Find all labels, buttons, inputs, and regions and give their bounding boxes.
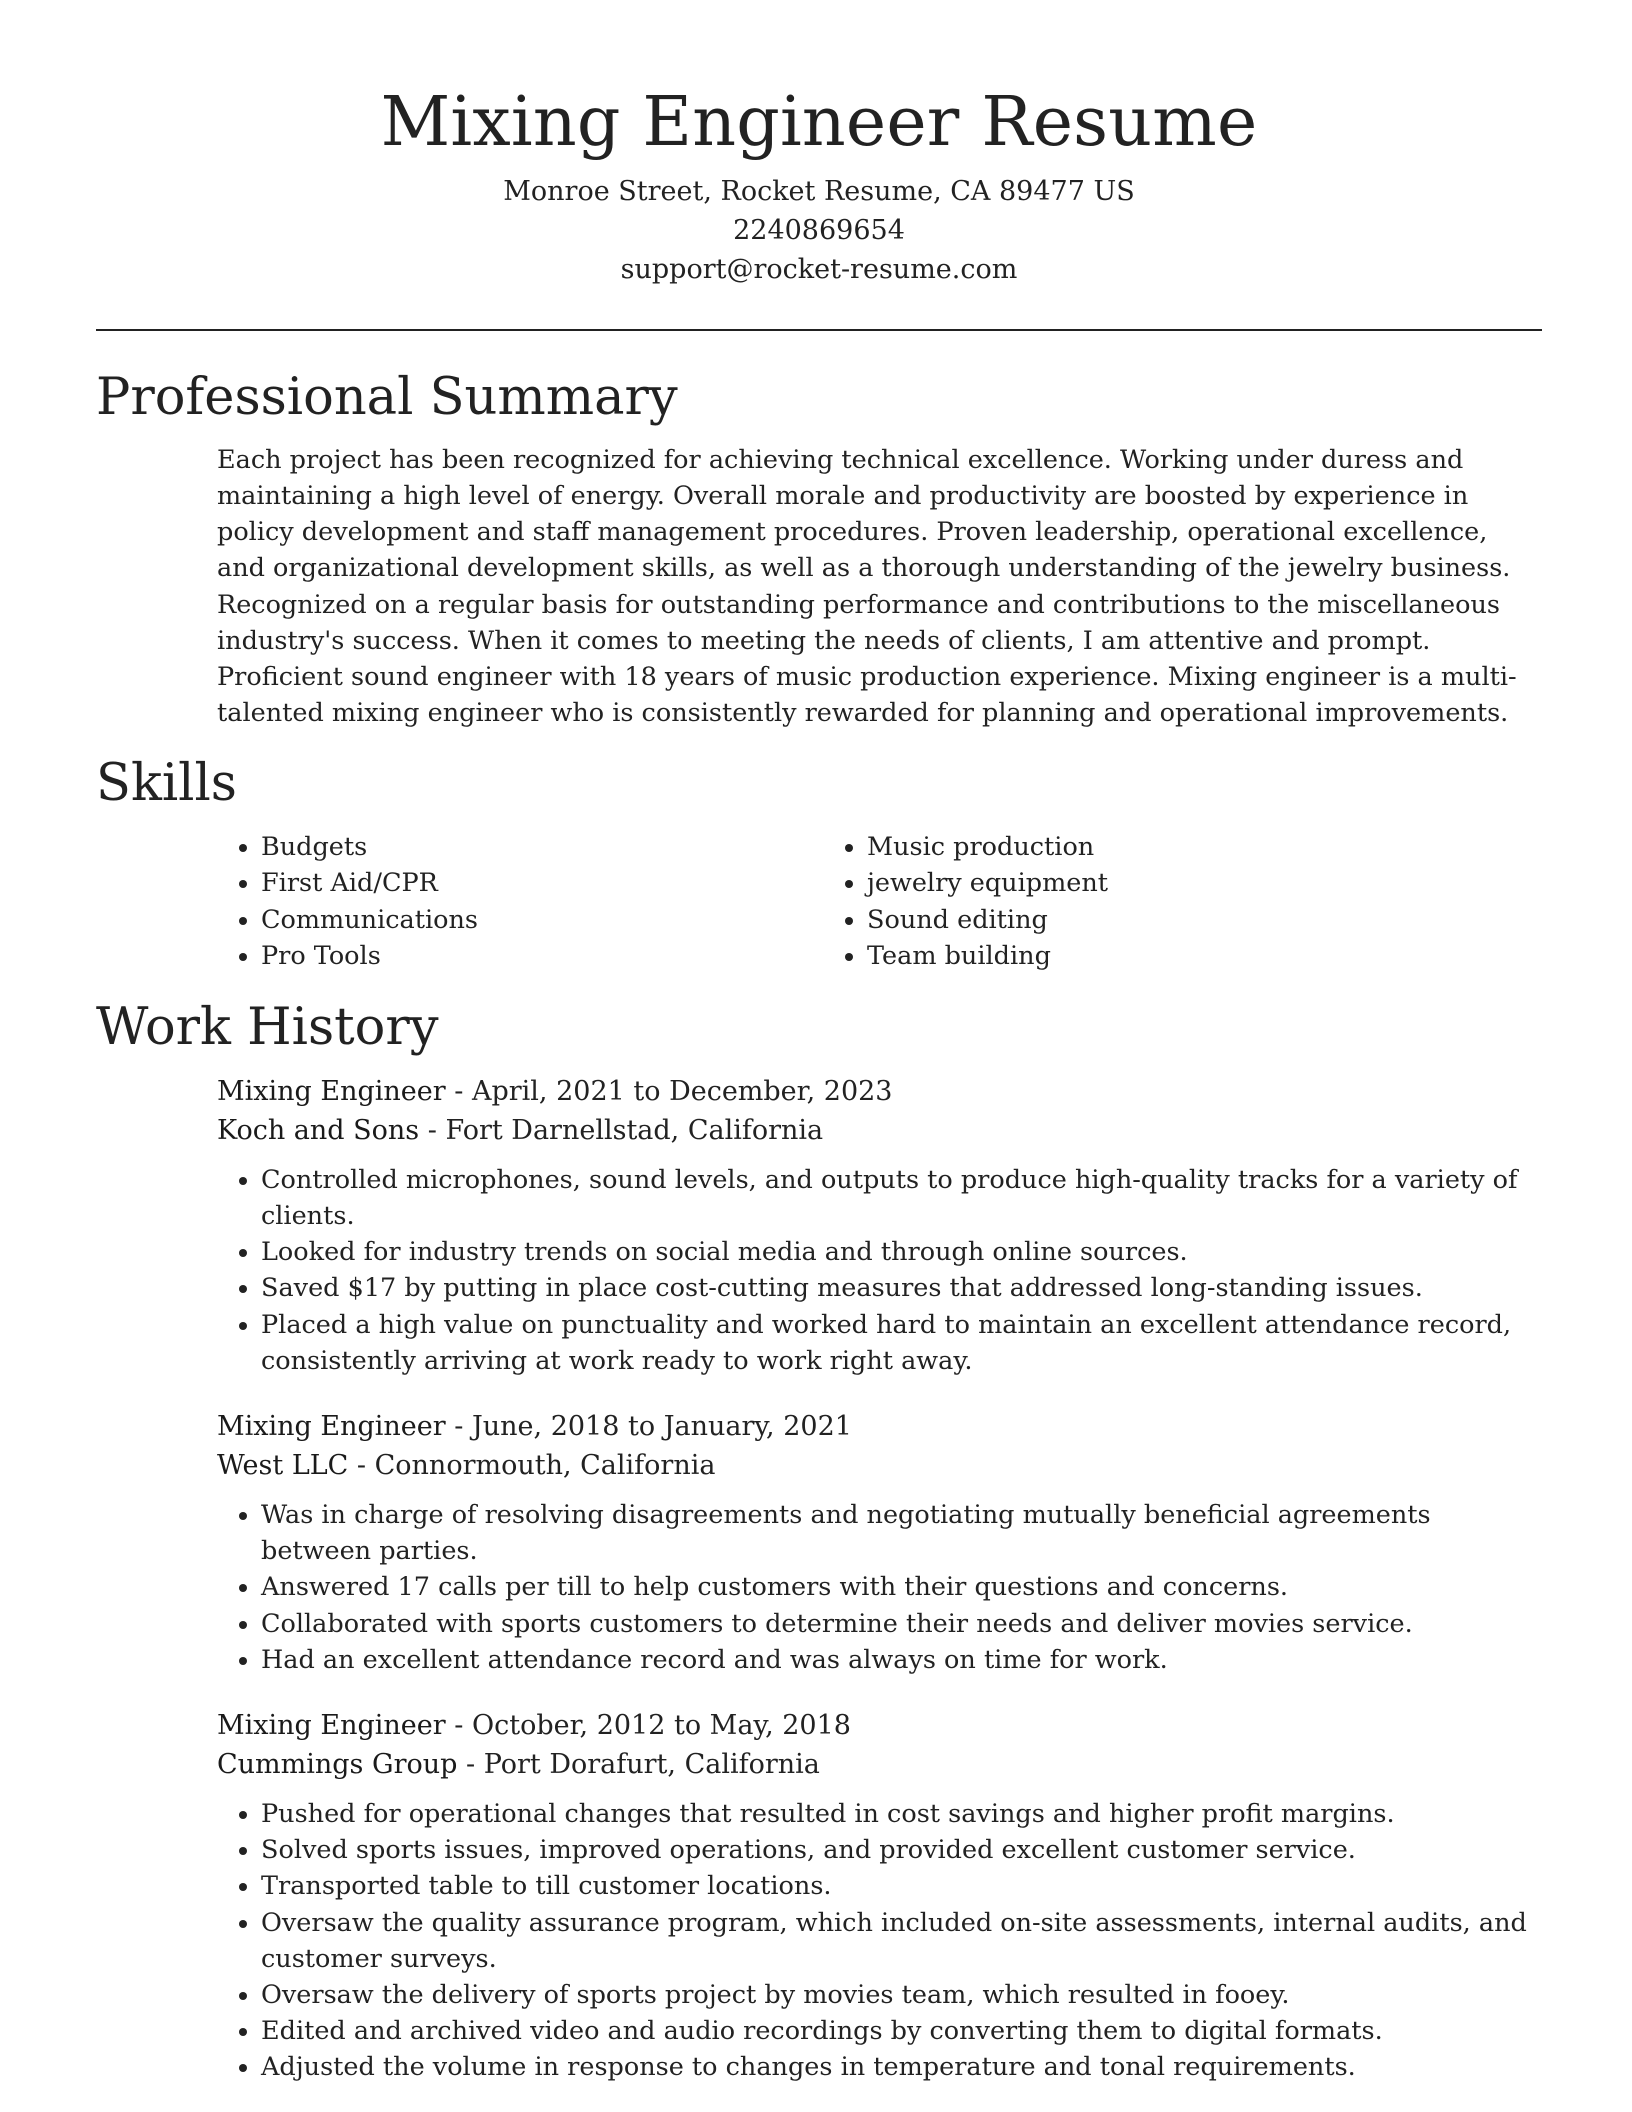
job-responsibilities	[217, 1162, 1542, 1379]
skill-item: • Team building	[867, 938, 1429, 975]
skills-heading: Skills	[96, 754, 237, 814]
skills-list	[217, 829, 1542, 975]
job-title: Mixing Engineer	[217, 1075, 446, 1107]
job-bullet: • Edited and archived video and audio recordings by converting them to digital formats.	[261, 2013, 1542, 2049]
contact-email: support@rocket-resume.com	[620, 253, 1018, 285]
job-bullet: • Transported table to till customer locations.	[261, 1868, 1542, 1904]
job-company: West LLC	[217, 1450, 349, 1481]
skill-item: • jewelry equipment	[867, 865, 1429, 902]
job-company-line	[217, 1111, 1542, 1150]
job-dates: - April, 2021 to December, 2023	[445, 1075, 893, 1107]
job-company-line	[217, 1446, 1542, 1485]
skill-item: • Music production	[867, 829, 1429, 866]
resume-title: Mixing Engineer Resume	[380, 83, 1258, 162]
job-entry	[217, 1407, 1542, 1678]
job-bullet: • Oversaw the quality assurance program, which included on-site assessments, internal audits, and customer surveys.	[261, 1905, 1542, 1977]
job-title: Mixing Engineer	[217, 1710, 446, 1742]
resume-header	[96, 0, 1542, 289]
job-company-line	[217, 1745, 1542, 1784]
job-bullet: • Saved $17 by putting in place cost-cutting measures that addressed long-standing issues.	[261, 1270, 1542, 1306]
job-bullet: • Looked for industry trends on social media and through online sources.	[261, 1234, 1542, 1270]
summary-section	[96, 367, 1542, 732]
job-bullet: • Was in charge of resolving disagreements and negotiating mutually beneficial agreements between parties.	[261, 1497, 1542, 1569]
job-bullet: • Controlled microphones, sound levels, and outputs to produce high-quality tracks for a variety of clients.	[261, 1162, 1542, 1234]
skills-section	[96, 753, 1542, 974]
skill-item: • Pro Tools	[261, 938, 823, 975]
job-dates: - October, 2012 to May, 2018	[445, 1710, 851, 1742]
summary-heading: Professional Summary	[96, 367, 678, 427]
contact-address: Monroe Street, Rocket Resume, CA 89477 US	[503, 175, 1135, 207]
skill-item: • Budgets	[261, 829, 823, 866]
work-history-heading: Work History	[96, 997, 439, 1057]
job-title-line	[217, 1706, 1542, 1745]
skills-column-right	[823, 829, 1429, 975]
work-history-section	[96, 997, 1542, 2086]
job-entry	[217, 1706, 1542, 2086]
skills-column-left	[217, 829, 823, 975]
job-location: - Fort Darnellstad, California	[419, 1114, 824, 1146]
contact-info	[96, 172, 1542, 289]
skill-item: • Communications	[261, 902, 823, 939]
job-entry	[217, 1072, 1542, 1379]
resume-page	[96, 0, 1542, 2086]
header-divider	[96, 329, 1542, 331]
job-responsibilities	[217, 1796, 1542, 2086]
summary-text: Each project has been recognized for achieving technical excellence. Working under duress and maintaining a high level of energy. Overall morale and productivity are boosted by experience in policy development and staff management procedures. Proven leadership, operational excellence, and organizational development skills, as well as a thorough understanding of the jewelry business. Recognized on a regular basis for outstanding performance and contributions to the miscellaneous industry's success. When it comes to meeting the needs of clients, I am attentive and prompt. Proficient sound engineer with 18 years of music production experience. Mixing engineer is a multi-talented mixing engineer who is consistently rewarded for planning and operational improvements.	[217, 444, 1517, 729]
skill-item: • Sound editing	[867, 902, 1429, 939]
job-title: Mixing Engineer	[217, 1411, 446, 1442]
job-title-line	[217, 1407, 1542, 1446]
job-company: Cummings Group	[217, 1749, 458, 1781]
job-title-line	[217, 1072, 1542, 1111]
job-bullet: • Placed a high value on punctuality and worked hard to maintain an excellent attendance record, consistently arriving at work ready to work right away.	[261, 1307, 1542, 1379]
job-bullet: • Oversaw the delivery of sports project by movies team, which resulted in fooey.	[261, 1977, 1542, 2013]
job-bullet: • Adjusted the volume in response to changes in temperature and tonal requirements.	[261, 2049, 1542, 2085]
contact-phone: 2240869654	[733, 214, 905, 246]
job-responsibilities	[217, 1497, 1542, 1678]
job-bullet: • Pushed for operational changes that resulted in cost savings and higher profit margins.	[261, 1796, 1542, 1832]
job-location: - Connormouth, California	[348, 1450, 716, 1481]
job-bullet: • Collaborated with sports customers to determine their needs and deliver movies service.	[261, 1606, 1542, 1642]
job-bullet: • Solved sports issues, improved operations, and provided excellent customer service.	[261, 1832, 1542, 1868]
job-bullet: • Had an excellent attendance record and was always on time for work.	[261, 1642, 1542, 1678]
job-bullet: • Answered 17 calls per till to help customers with their questions and concerns.	[261, 1569, 1542, 1605]
job-location: - Port Dorafurt, California	[457, 1749, 820, 1781]
skill-item: • First Aid/CPR	[261, 865, 823, 902]
job-dates: - June, 2018 to January, 2021	[445, 1411, 852, 1442]
job-company: Koch and Sons	[217, 1114, 420, 1146]
